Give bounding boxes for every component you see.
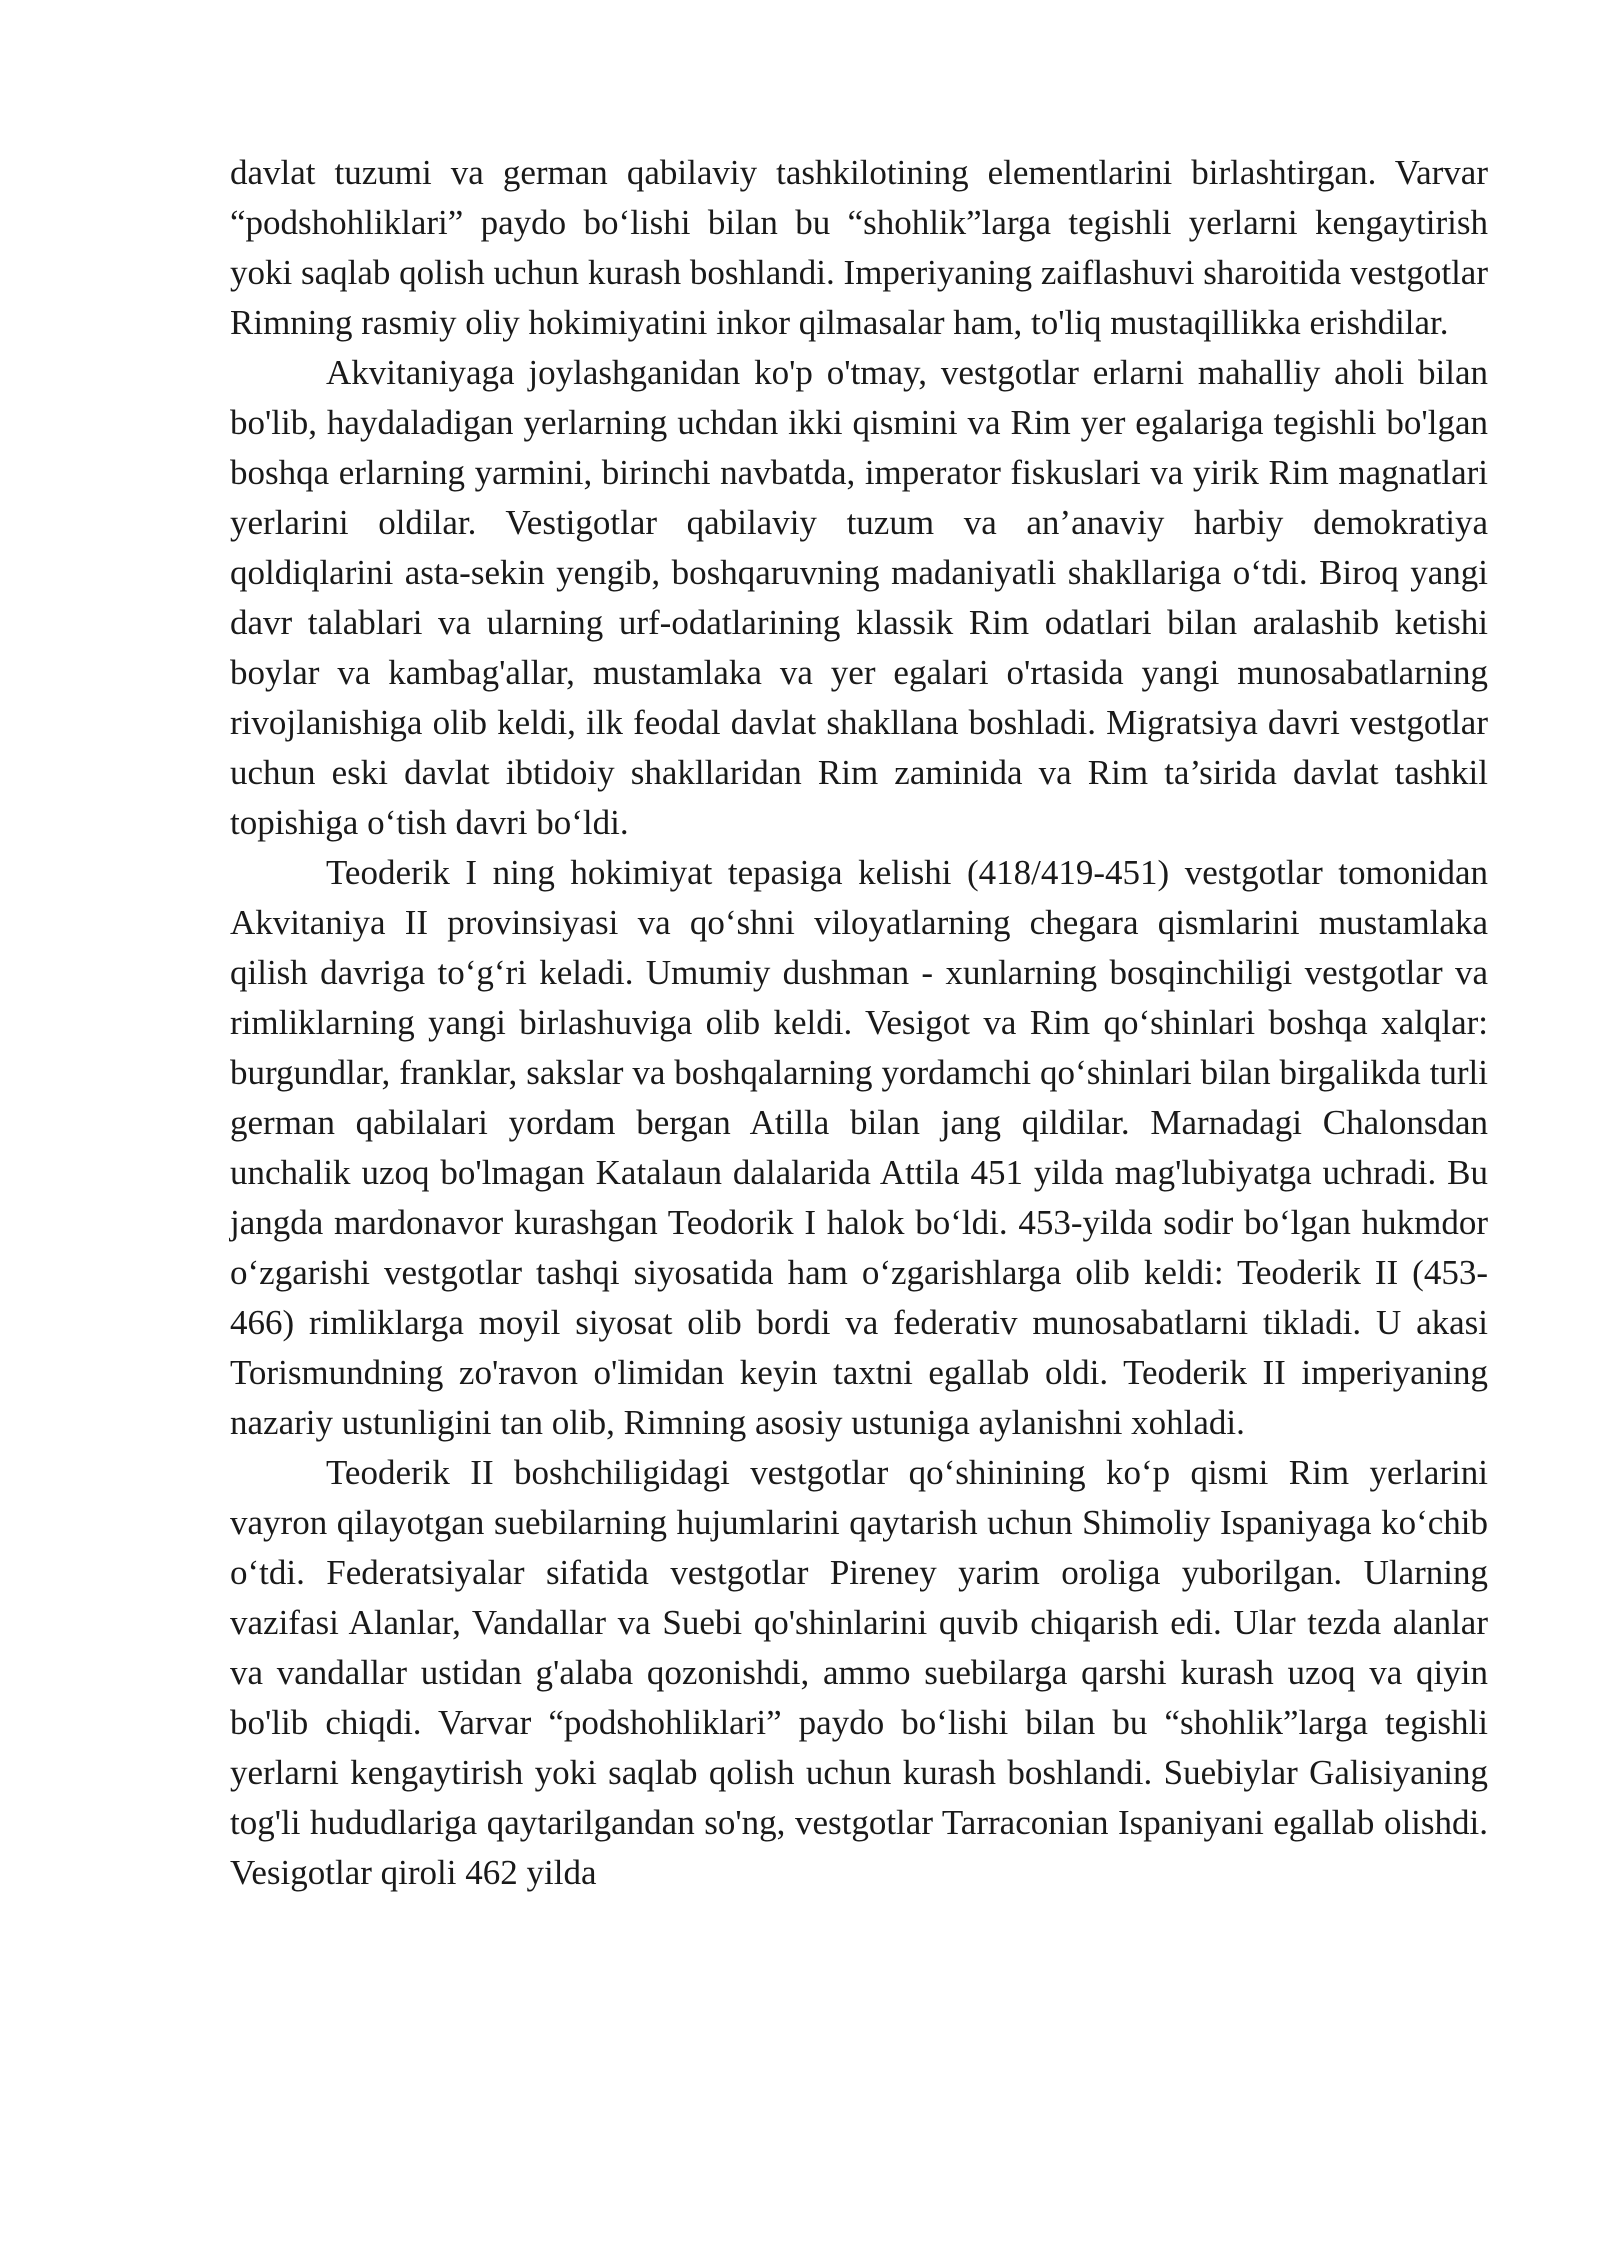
document-page: [230, 148, 1488, 1898]
paragraph-teoderik-ii: Teoderik II boshchiligidagi vestgotlar qo‘shinining ko‘p qismi Rim yerlarini vayron qilayotgan suebilarning hujumlarini qaytarish uchun Shimoliy Ispaniyaga ko‘chib o‘tdi. Federatsiyalar sifatida vestgotlar Pireney yarim oroliga yuborilgan. Ularning vazifasi Alanlar, Vandallar va Suebi qo'shinlarini quvib chiqarish edi. Ular tezda alanlar va vandallar ustidan g'alaba qozonishdi, ammo suebilarga qarshi kurash uzoq va qiyin bo'lib chiqdi. Varvar “podshohliklari” paydo bo‘lishi bilan bu “shohlik”larga tegishli yerlarni kengaytirish yoki saqlab qolish uchun kurash boshlandi. Suebiylar Galisiyaning tog'li hududlariga qaytarilgandan so'ng, vestgotlar Tarraconian Ispaniyani egallab olishdi. Vesigotlar qiroli 462 yilda: [230, 1453, 1488, 1892]
paragraph-akvitaniya: Akvitaniyaga joylashganidan ko'p o'tmay, vestgotlar erlarni mahalliy aholi bilan bo'lib, haydaladigan yerlarning uchdan ikki qismini va Rim yer egalariga tegishli bo'lgan boshqa erlarning yarmini, birinchi navbatda, imperator fiskuslari va yirik Rim magnatlari yerlarini oldilar. Vestigotlar qabilaviy tuzum va an’anaviy harbiy demokratiya qoldiqlarini asta-sekin yengib, boshqaruvning madaniyatli shakllariga o‘tdi. Biroq yangi davr talablari va ularning urf-odatlarining klassik Rim odatlari bilan aralashib ketishi boylar va kambag'allar, mustamlaka va yer egalari o'rtasida yangi munosabatlarning rivojlanishiga olib keldi, ilk feodal davlat shakllana boshladi. Migratsiya davri vestgotlar uchun eski davlat ibtidoiy shakllaridan Rim zaminida va Rim ta’sirida davlat tashkil topishiga o‘tish davri bo‘ldi.: [230, 353, 1488, 842]
paragraph-continuation: davlat tuzumi va german qabilaviy tashkilotining elementlarini birlashtirgan. Varvar “podshohliklari” paydo bo‘lishi bilan bu “shohlik”larga tegishli yerlarni kengaytirish yoki saqlab qolish uchun kurash boshlandi. Imperiyaning zaiflashuvi sharoitida vestgotlar Rimning rasmiy oliy hokimiyatini inkor qilmasalar ham, to'liq mustaqillikka erishdilar.: [230, 153, 1488, 342]
paragraph-teoderik-i: Teoderik I ning hokimiyat tepasiga kelishi (418/419-451) vestgotlar tomonidan Akvitaniya II provinsiyasi va qo‘shni viloyatlarning chegara qismlarini mustamlaka qilish davriga to‘g‘ri keladi. Umumiy dushman - xunlarning bosqinchiligi vestgotlar va rimliklarning yangi birlashuviga olib keldi. Vesigot va Rim qo‘shinlari boshqa xalqlar: burgundlar, franklar, sakslar va boshqalarning yordamchi qo‘shinlari bilan birgalikda turli german qabilalari yordam bergan Atilla bilan jang qildilar. Marnadagi Chalonsdan unchalik uzoq bo'lmagan Katalaun dalalarida Attila 451 yilda mag'lubiyatga uchradi. Bu jangda mardonavor kurashgan Teodorik I halok bo‘ldi. 453-yilda sodir bo‘lgan hukmdor o‘zgarishi vestgotlar tashqi siyosatida ham o‘zgarishlarga olib keldi: Teoderik II (453-466) rimliklarga moyil siyosat olib bordi va federativ munosabatlarni tikladi. U akasi Torismundning zo'ravon o'limidan keyin taxtni egallab oldi. Teoderik II imperiyaning nazariy ustunligini tan olib, Rimning asosiy ustuniga aylanishni xohladi.: [230, 853, 1488, 1442]
